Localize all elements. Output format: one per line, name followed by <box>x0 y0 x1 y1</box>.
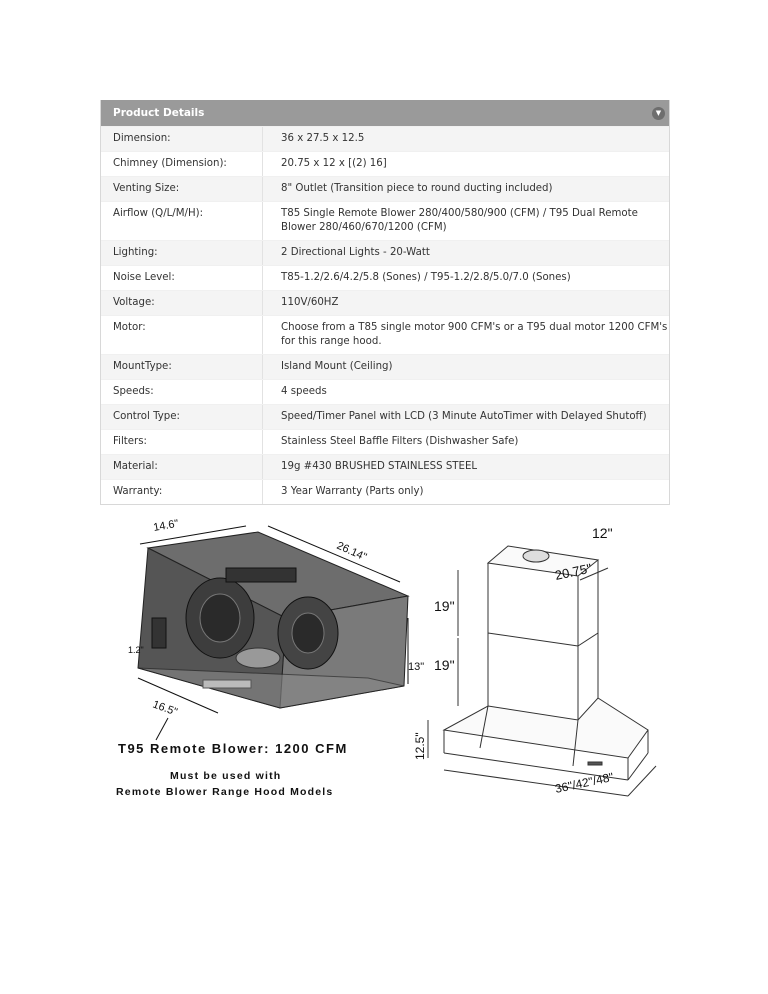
detail-value: Stainless Steel Baffle Filters (Dishwasher Safe) <box>281 436 519 447</box>
detail-label: MountType: <box>101 355 263 379</box>
hood-dim-width: 20.75" <box>553 560 593 583</box>
detail-value: 8" Outlet (Transition piece to round ducting included) <box>281 183 553 194</box>
detail-value: 110V/60HZ <box>281 297 339 308</box>
detail-value: 4 speeds <box>281 386 327 397</box>
hood-dim-lower: 19" <box>434 657 455 673</box>
blower-dim-length: 26.14" <box>334 539 369 564</box>
blower-dim-top: 14.6" <box>152 517 180 534</box>
hood-dim-depth: 12" <box>592 525 613 541</box>
hood-dim-upper: 19" <box>434 598 455 614</box>
detail-label: Airflow (Q/L/M/H): <box>101 202 263 240</box>
blower-dim-bottom: 16.5" <box>150 698 179 719</box>
detail-value: 19g #430 BRUSHED STAINLESS STEEL <box>281 461 478 472</box>
detail-value: Island Mount (Ceiling) <box>281 361 393 372</box>
detail-label: Voltage: <box>101 291 263 315</box>
details-rows <box>101 126 669 504</box>
detail-label: Lighting: <box>101 241 263 265</box>
blower-note-line1: Must be used with <box>170 770 282 782</box>
hood-dim-base: 36"/42"/48" <box>553 769 615 796</box>
detail-label: Chimney (Dimension): <box>101 152 263 176</box>
detail-label: Filters: <box>101 430 263 454</box>
chevron-down-icon[interactable]: ▼ <box>652 107 665 120</box>
blower-caption: T95 Remote Blower: 1200 CFM <box>118 741 348 756</box>
product-details-title: Product Details <box>113 107 205 119</box>
hood-dim-canopy: 12.5" <box>413 732 427 760</box>
detail-value: Speed/Timer Panel with LCD (3 Minute AutoTimer with Delayed Shutoff) <box>281 411 647 422</box>
detail-row <box>101 176 669 201</box>
detail-label: Motor: <box>101 316 263 354</box>
product-details-table <box>100 100 670 505</box>
detail-value: 20.75 x 12 x [(2) 16] <box>281 158 387 169</box>
detail-value: T85 Single Remote Blower 280/400/580/900 (CFM) / T95 Dual Remote Blower 280/460/670/1200 (CFM) <box>281 208 638 233</box>
detail-row <box>101 240 669 265</box>
detail-value: T85-1.2/2.6/4.2/5.8 (Sones) / T95-1.2/2.8/5.0/7.0 (Sones) <box>281 272 571 283</box>
detail-value: 3 Year Warranty (Parts only) <box>281 486 424 497</box>
range-hood-illustration <box>428 546 656 796</box>
detail-row <box>101 379 669 404</box>
detail-row <box>101 126 669 151</box>
detail-row <box>101 429 669 454</box>
detail-row <box>101 404 669 429</box>
detail-label: Material: <box>101 455 263 479</box>
detail-label: Dimension: <box>101 127 263 151</box>
detail-row <box>101 290 669 315</box>
detail-row <box>101 315 669 354</box>
blower-dim-height: 13" <box>408 661 425 673</box>
detail-label: Warranty: <box>101 480 263 504</box>
detail-value: 2 Directional Lights - 20-Watt <box>281 247 430 258</box>
detail-row <box>101 151 669 176</box>
product-diagram <box>108 508 668 808</box>
detail-label: Control Type: <box>101 405 263 429</box>
detail-row <box>101 354 669 379</box>
detail-row <box>101 265 669 290</box>
blower-note-line2: Remote Blower Range Hood Models <box>116 786 334 798</box>
detail-value: Choose from a T85 single motor 900 CFM's or a T95 dual motor 1200 CFM's for this range hood. <box>281 322 668 347</box>
detail-label: Noise Level: <box>101 266 263 290</box>
detail-label: Speeds: <box>101 380 263 404</box>
detail-row <box>101 479 669 504</box>
detail-row <box>101 201 669 240</box>
detail-value: 36 x 27.5 x 12.5 <box>281 133 365 144</box>
detail-label: Venting Size: <box>101 177 263 201</box>
product-details-header[interactable] <box>101 100 669 126</box>
blower-dim-side: 1.2" <box>128 645 144 655</box>
detail-row <box>101 454 669 479</box>
